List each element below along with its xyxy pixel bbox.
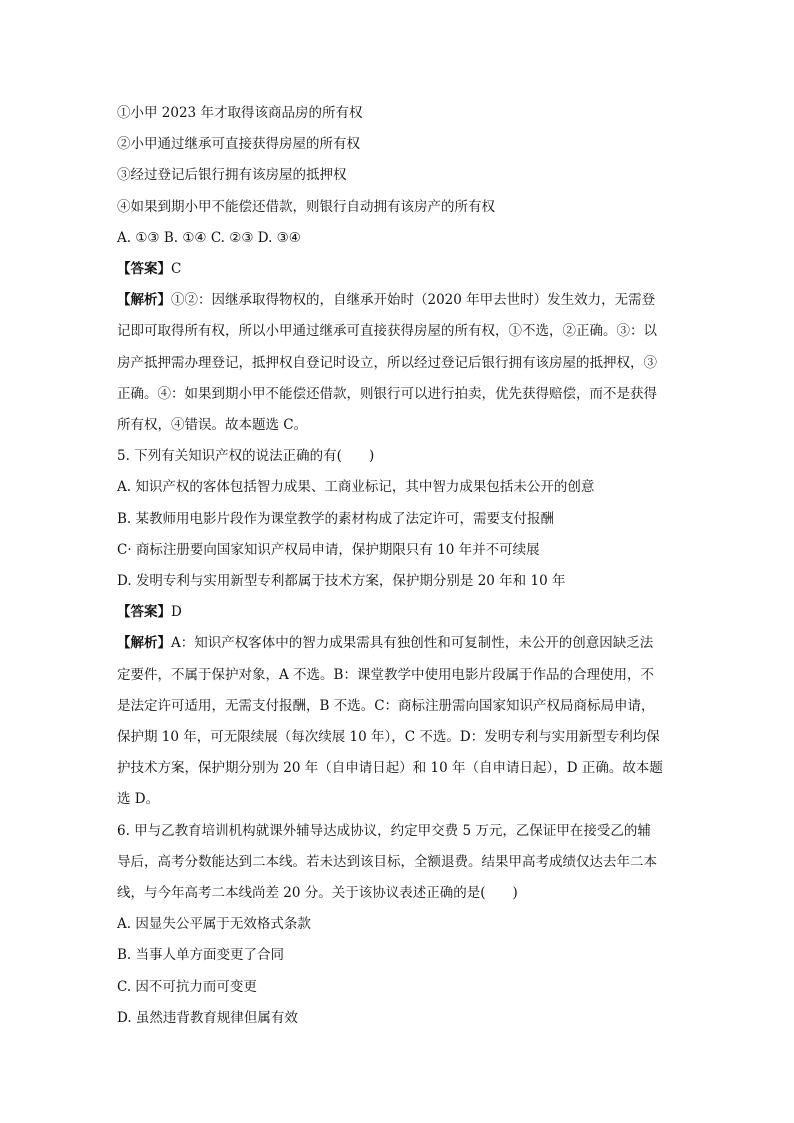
- analysis-line: 保护期 10 年，可无限续展（每次续展 10 年），C 不选。D：发明专利与实用新型专利均保: [117, 729, 660, 746]
- analysis-line: 选 D。: [117, 791, 160, 808]
- q4-option-4: ④如果到期小甲不能偿还借款，则银行自动拥有该房产的所有权: [117, 198, 495, 215]
- analysis-line: 正确。④：如果到期小甲不能偿还借款，则银行可以进行拍卖，优先获得赔偿，而不是获得: [117, 385, 657, 402]
- q6-stem-line: 线，与今年高考二本线尚差 20 分。关于该协议表述正确的是( ): [117, 885, 518, 902]
- analysis-line: 定要件，不属于保护对象，A 不选。B：课堂教学中使用电影片段属于作品的合理使用，不: [117, 666, 654, 683]
- q6-option-c: C. 因不可抗力而可变更: [117, 978, 257, 995]
- q4-option-1: ①小甲 2023 年才取得该商品房的所有权: [117, 105, 363, 121]
- q6-option-b: B. 当事人单方面变更了合同: [117, 947, 285, 964]
- q6-option-d: D. 虽然违背教育规律但属有效: [117, 1009, 298, 1026]
- q5-stem: 5. 下列有关知识产权的说法正确的有( ): [117, 448, 375, 465]
- q5-option-b: B. 某教师用电影片段作为课堂教学的素材构成了法定许可，需要支付报酬: [117, 510, 555, 527]
- document-page: [117, 98, 687, 1034]
- q4-option-2: ②小甲通过继承可直接获得房屋的所有权: [117, 136, 360, 153]
- analysis-line: 【解析】①②：因继承取得物权的，自继承开始时（2020 年甲去世时）发生效力，无需登: [117, 292, 656, 309]
- q4-answer: [117, 254, 687, 285]
- q6-stem-line: 6. 甲与乙教育培训机构就课外辅导达成协议，约定甲交费 5 万元，乙保证甲在接受乙的辅: [117, 822, 651, 839]
- q4-option-3: ③经过登记后银行拥有该房屋的抵押权: [117, 167, 347, 184]
- analysis-line: 记即可取得所有权，所以小甲通过继承可直接获得房屋的所有权，①不选，②正确。③：以: [117, 323, 657, 340]
- answer-value: D: [171, 604, 182, 621]
- q6-stem: [117, 816, 687, 910]
- analysis-label: 【解析】: [117, 635, 171, 652]
- analysis-label: 【解析】: [117, 292, 171, 309]
- analysis-line: 所有权，④错误。故本题选 C。: [117, 417, 308, 434]
- analysis-line: 护技术方案，保护期分别为 20 年（自申请日起）和 10 年（自申请日起），D 正确。故本题: [117, 760, 663, 777]
- q4-choices: A. ①③ B. ①④ C. ②③ D. ③④: [117, 229, 301, 246]
- answer-label: 【答案】: [117, 261, 171, 278]
- q5-option-d: D. 发明专利与实用新型专利都属于技术方案，保护期分别是 20 年和 10 年: [117, 573, 566, 590]
- q5-option-c: C· 商标注册要向国家知识产权局申请，保护期限只有 10 年并不可续展: [117, 541, 540, 558]
- q6-stem-line: 导后，高考分数能达到二本线。若未达到该目标，全额退费。结果甲高考成绩仅达去年二本: [117, 853, 657, 870]
- answer-value: C: [171, 261, 182, 278]
- q4-analysis: [117, 285, 687, 441]
- q5-option-a: A. 知识产权的客体包括智力成果、工商业标记，其中智力成果包括未公开的创意: [117, 479, 595, 496]
- analysis-line: 是法定许可适用，无需支付报酬，B 不选。C：商标注册需向国家知识产权局商标局申请，: [117, 697, 655, 714]
- q6-option-a: A. 因显失公平属于无效格式条款: [117, 916, 311, 933]
- q5-answer: [117, 597, 687, 628]
- answer-label: 【答案】: [117, 604, 171, 621]
- q5-analysis: [117, 628, 687, 815]
- analysis-line: 【解析】A：知识产权客体中的智力成果需具有独创性和可复制性，未公开的创意因缺乏法: [117, 635, 654, 652]
- analysis-line: 房产抵押需办理登记，抵押权自登记时设立，所以经过登记后银行拥有该房屋的抵押权，③: [117, 354, 657, 371]
